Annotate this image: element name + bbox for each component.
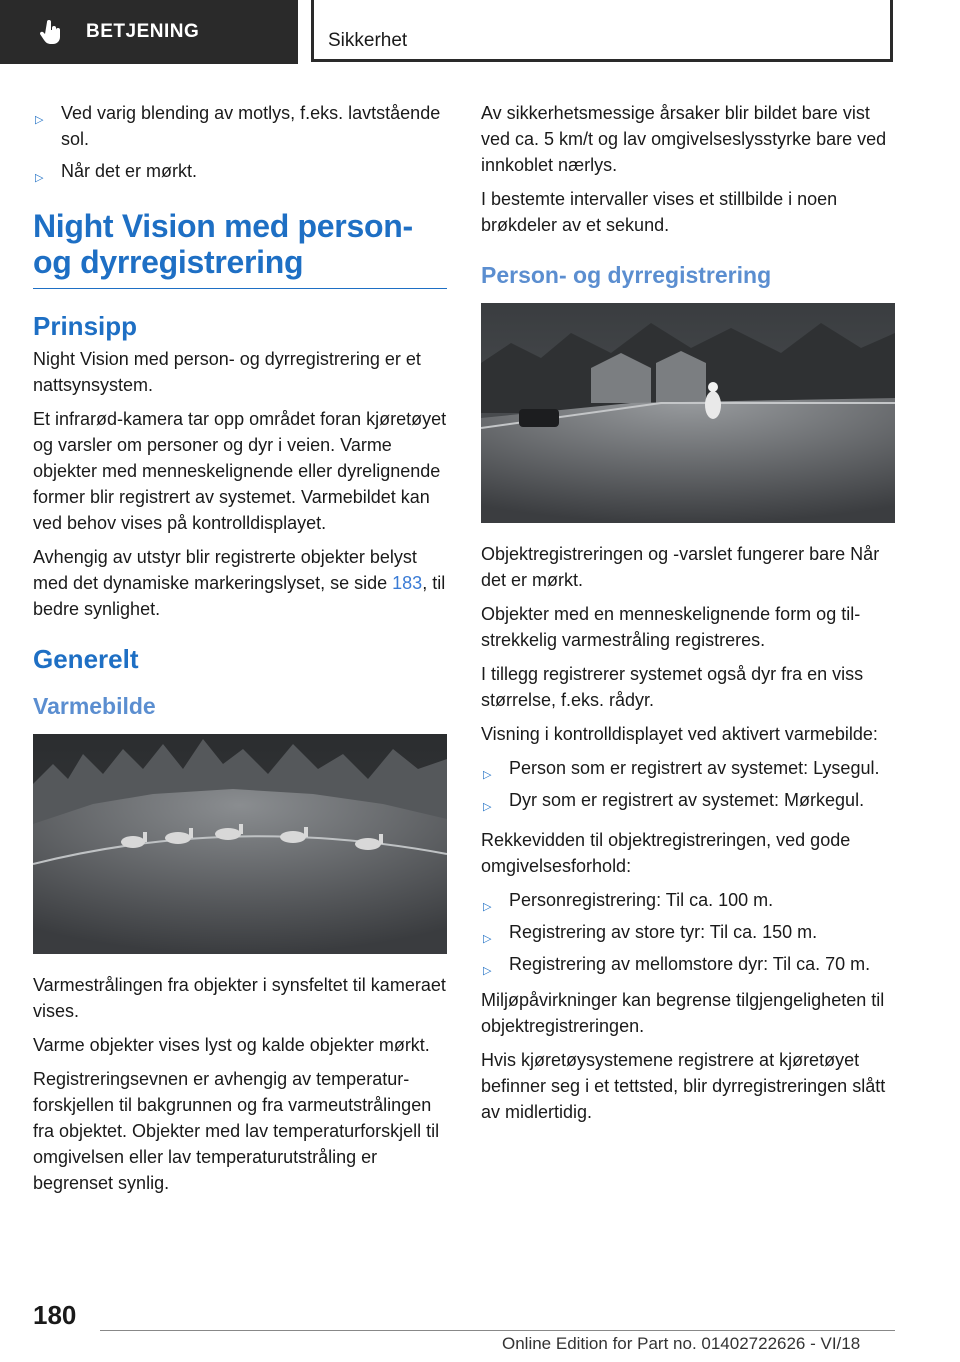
paragraph: Objekter med en menneskelignende form og tilstrekkelig varmestråling registreres. (481, 604, 861, 650)
page-number: 180 (33, 1300, 77, 1330)
heading-varmebilde: Varmebilde (33, 693, 156, 719)
triangle-bullet-icon: ▷ (483, 933, 492, 945)
bullet-list-range (481, 887, 895, 977)
hand-pointer-icon (38, 19, 64, 45)
footer-divider (100, 1330, 895, 1331)
chapter-tab (311, 0, 893, 62)
heading-prinsipp: Prinsipp (33, 311, 138, 341)
page-link[interactable]: 183 (392, 573, 423, 593)
page-title: Night Vision med person- og dyrregistrering (33, 208, 447, 289)
triangle-bullet-icon: ▷ (483, 801, 492, 813)
list-item: ▷ Registrering av mellomstore dyr: Til ca. 70 m. (481, 951, 895, 977)
list-item: ▷ Når det er mørkt. (33, 158, 447, 184)
paragraph: Objektregistreringen og -varslet fungerer bare Når det er mørkt. (481, 544, 880, 590)
heading-person-dyr: Person- og dyrregistrering (481, 262, 772, 288)
paragraph: I tillegg registrerer systemet også dyr fra en viss størrelse, f.eks. rådyr. (481, 664, 864, 710)
right-column (481, 100, 895, 1133)
list-item: ▷ Personregistrering: Til ca. 100 m. (481, 887, 895, 913)
chapter-label: Sikkerhet (328, 30, 408, 51)
paragraph: Varmestrålingen fra objekter i synsfeltet til kameraet vises. (33, 975, 446, 1021)
paragraph: Et infrarød-kamera tar opp området foran kjøretøyet og varsler om personer og dyr i veien. Varme objekter med menneskelignende eller dyrelignende former blir registrert av systemet. Varmebildet kan ved behov vises på kontrolldisplayet. (33, 409, 447, 533)
paragraph: Miljøpåvirkninger kan begrense tilgjengeligheten til objektregistreringen. (481, 990, 885, 1036)
list-item: ▷ Dyr som er registrert av systemet: Mørkegul. (481, 787, 895, 813)
triangle-bullet-icon: ▷ (483, 965, 492, 977)
paragraph: Varme objekter vises lyst og kalde objekter mørkt. (33, 1035, 430, 1055)
thermal-image-person-car (481, 303, 895, 523)
bullet-list-top (33, 100, 447, 184)
heading-generelt: Generelt (33, 644, 139, 674)
list-item: ▷ Registrering av store tyr: Til ca. 150 m. (481, 919, 895, 945)
edition-text: Online Edition for Part no. 01402722626 - VI/18 (502, 1334, 861, 1353)
paragraph: Night Vision med person- og dyrregistrering er et nattsynsystem. (33, 349, 421, 395)
paragraph: Rekkevidden til objektregistreringen, ved gode omgivelsesforhold: (481, 830, 851, 876)
list-item: ▷ Ved varig blending av motlys, f.eks. lavtstående sol. (35, 103, 441, 149)
triangle-bullet-icon: ▷ (35, 114, 44, 126)
triangle-bullet-icon: ▷ (483, 769, 492, 781)
paragraph: Visning i kontrolldisplayet ved aktivert varmebilde: (481, 724, 878, 744)
paragraph: Av sikkerhetsmessige årsaker blir bildet bare vist ved ca. 5 km/t og lav omgivelseslysstyrke bare ved innkoblet nærlys. (481, 103, 887, 175)
paragraph: Avhengig av utstyr blir registrerte objekter belyst med det dynamiske markeringslyset, se side 183, til bedre synlighet. (33, 547, 446, 619)
thermal-image-animals (33, 734, 447, 954)
triangle-bullet-icon: ▷ (483, 901, 492, 913)
paragraph: I bestemte intervaller vises et stillbilde i noen brøkdeler av et sekund. (481, 189, 838, 235)
triangle-bullet-icon: ▷ (35, 172, 44, 184)
bullet-list-display (481, 755, 895, 813)
section-tab (0, 0, 298, 64)
left-column (33, 100, 447, 1204)
list-item: ▷ Person som er registrert av systemet: Lysegul. (481, 755, 895, 781)
section-label: BETJENING (86, 21, 200, 42)
paragraph: Hvis kjøretøysystemene registrere at kjøretøyet befinner seg i et tettsted, blir dyrregistreringen slått av midlertidig. (481, 1050, 886, 1122)
paragraph: Registreringsevnen er avhengig av temperaturforskjellen til bakgrunnen og fra varmeutstrålingen fra objektet. Objekter med lav temperaturforskjell til omgivelsen eller lav temperaturutstråling er begrenset synlig. (33, 1069, 440, 1193)
